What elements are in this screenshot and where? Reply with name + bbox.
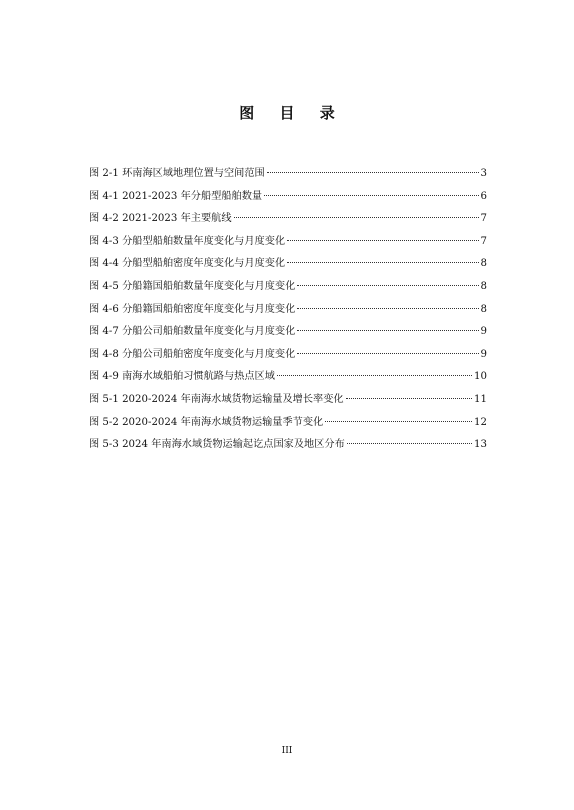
toc-entry-page: 13 [474, 439, 487, 451]
toc-dot-leader [287, 262, 478, 263]
toc-dot-leader [325, 421, 472, 422]
toc-entry[interactable] [89, 163, 487, 186]
figure-list [89, 163, 487, 457]
toc-entry[interactable] [89, 321, 487, 344]
toc-dot-leader [297, 285, 478, 286]
toc-entry-page: 8 [480, 258, 487, 270]
toc-entry-page: 9 [480, 348, 487, 360]
toc-dot-leader [346, 398, 472, 399]
toc-entry-page: 11 [474, 393, 487, 405]
toc-entry-page: 9 [480, 326, 487, 338]
toc-entry[interactable] [89, 186, 487, 209]
toc-entry-label: 图 4-3 分船型船舶数量年度变化与月度变化 [89, 235, 286, 247]
toc-entry[interactable] [89, 253, 487, 276]
toc-entry-page: 7 [480, 235, 487, 247]
toc-entry[interactable] [89, 208, 487, 231]
toc-entry-label: 图 5-2 2020-2024 年南海水域货物运输量季节变化 [89, 416, 324, 428]
toc-entry-label: 图 4-9 南海水域船舶习惯航路与热点区域 [89, 371, 275, 383]
toc-entry-page: 7 [480, 213, 487, 225]
toc-entry-label: 图 4-4 分船型船舶密度年度变化与月度变化 [89, 258, 286, 270]
toc-entry[interactable] [89, 434, 487, 457]
toc-dot-leader [347, 443, 472, 444]
toc-entry-page: 12 [474, 416, 487, 428]
toc-entry-label: 图 4-7 分船公司船舶数量年度变化与月度变化 [89, 326, 296, 338]
toc-entry-label: 图 4-8 分船公司船舶密度年度变化与月度变化 [89, 348, 296, 360]
toc-entry[interactable] [89, 276, 487, 299]
toc-entry[interactable] [89, 412, 487, 435]
toc-dot-leader [287, 240, 478, 241]
toc-dot-leader [234, 217, 479, 218]
toc-entry-label: 图 4-6 分船籍国船舶密度年度变化与月度变化 [89, 303, 296, 315]
toc-dot-leader [277, 375, 472, 376]
toc-entry[interactable] [89, 299, 487, 322]
toc-entry-page: 3 [480, 168, 487, 179]
toc-entry-page: 6 [480, 190, 487, 202]
toc-entry[interactable] [89, 389, 487, 412]
toc-entry-page: 8 [480, 280, 487, 292]
toc-entry[interactable] [89, 366, 487, 389]
toc-entry[interactable] [89, 231, 487, 254]
toc-entry-label: 图 5-1 2020-2024 年南海水域货物运输量及增长率变化 [89, 393, 344, 405]
toc-dot-leader [297, 308, 478, 309]
toc-entry-label: 图 4-2 2021-2023 年主要航线 [89, 213, 232, 225]
toc-entry-page: 8 [480, 303, 487, 315]
toc-entry-page: 10 [474, 371, 487, 383]
page-title: 图 目 录 [239, 104, 345, 122]
toc-entry-label: 图 2-1 环南海区域地理位置与空间范围 [89, 168, 265, 179]
toc-entry-label: 图 5-3 2024 年南海水域货物运输起讫点国家及地区分布 [89, 439, 345, 451]
toc-dot-leader [267, 172, 479, 173]
page-number: III [281, 746, 293, 756]
toc-entry-label: 图 4-1 2021-2023 年分船型船舶数量 [89, 190, 263, 202]
toc-entry-label: 图 4-5 分船籍国船舶数量年度变化与月度变化 [89, 280, 296, 292]
toc-dot-leader [297, 330, 478, 331]
toc-entry[interactable] [89, 344, 487, 367]
toc-dot-leader [297, 353, 478, 354]
toc-dot-leader [264, 195, 478, 196]
